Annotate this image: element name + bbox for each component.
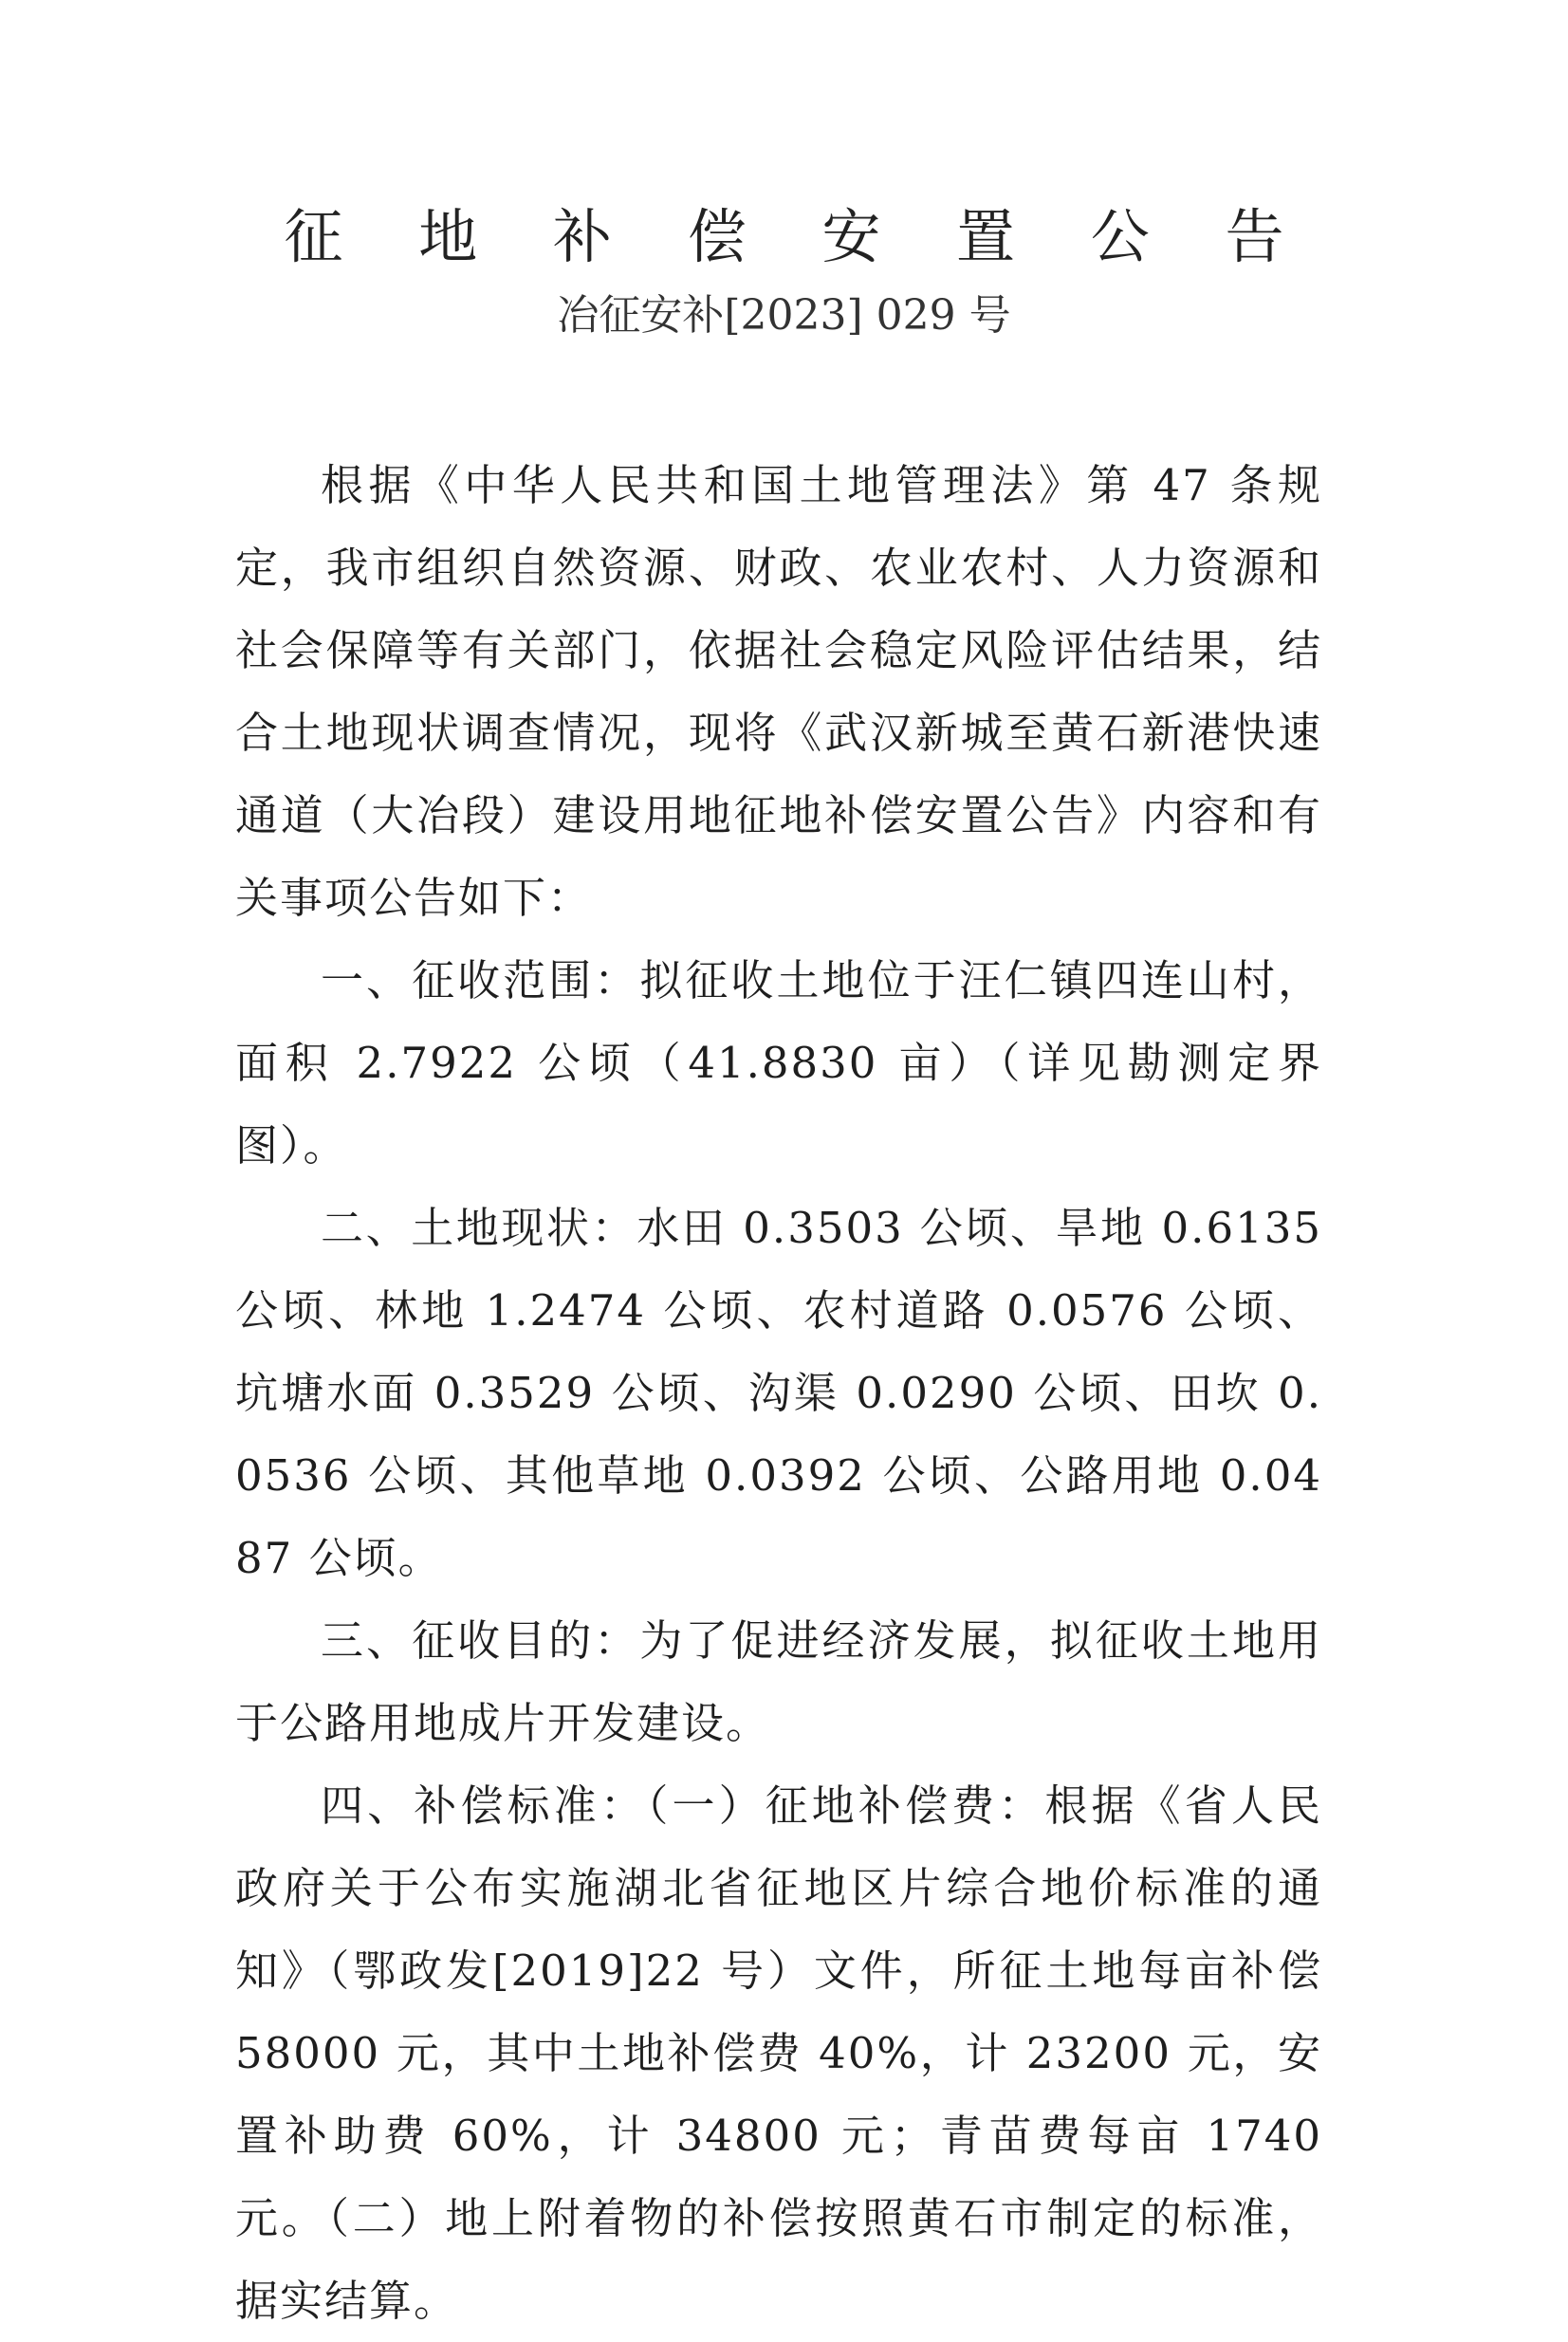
paragraph-land-status: 二、土地现状：水田 0.3503 公顷、旱地 0.6135 公顷、林地 1.2474 公顷、农村道路 0.0576 公顷、坑塘水面 0.3529 公顷、沟渠 0.0290 公顷、田坎 0.0536 公顷、其他草地 0.0392 公顷、公路用地 0.0487 公顷。 <box>235 1203 1322 1583</box>
paragraph-compensation: 四、补偿标准：（一）征地补偿费：根据《省人民政府关于公布实施湖北省征地区片综合地价标准的通知》（鄂政发[2019]22 号）文件，所征土地每亩补偿 58000 元，其中土地补偿费 40%，计 23200 元，安置补助费 60%，计 34800 元；青苗费每亩 1740 元。（二）地上附着物的补偿按照黄石市制定的标准，据实结算。 <box>235 1780 1322 2326</box>
document-number: 冶征安补[2023] 029 号 <box>557 291 1011 340</box>
paragraph-scope: 一、征收范围：拟征收土地位于汪仁镇四连山村，面积 2.7922 公顷（41.8830 亩）（详见勘测定界图）。 <box>235 955 1322 1171</box>
paragraph-purpose: 三、征收目的：为了促进经济发展，拟征收土地用于公路用地成片开发建设。 <box>235 1615 1322 1748</box>
document-title: 征 地 补 偿 安 置 公 告 <box>284 202 1313 271</box>
document-body <box>235 444 1322 2342</box>
paragraph-intro: 根据《中华人民共和国土地管理法》第 47 条规定，我市组织自然资源、财政、农业农村、人力资源和社会保障等有关部门，依据社会稳定风险评估结果，结合土地现状调查情况，现将《武汉新城至黄石新港快速通道（大冶段）建设用地征地补偿安置公告》内容和有关事项公告如下： <box>235 460 1322 923</box>
